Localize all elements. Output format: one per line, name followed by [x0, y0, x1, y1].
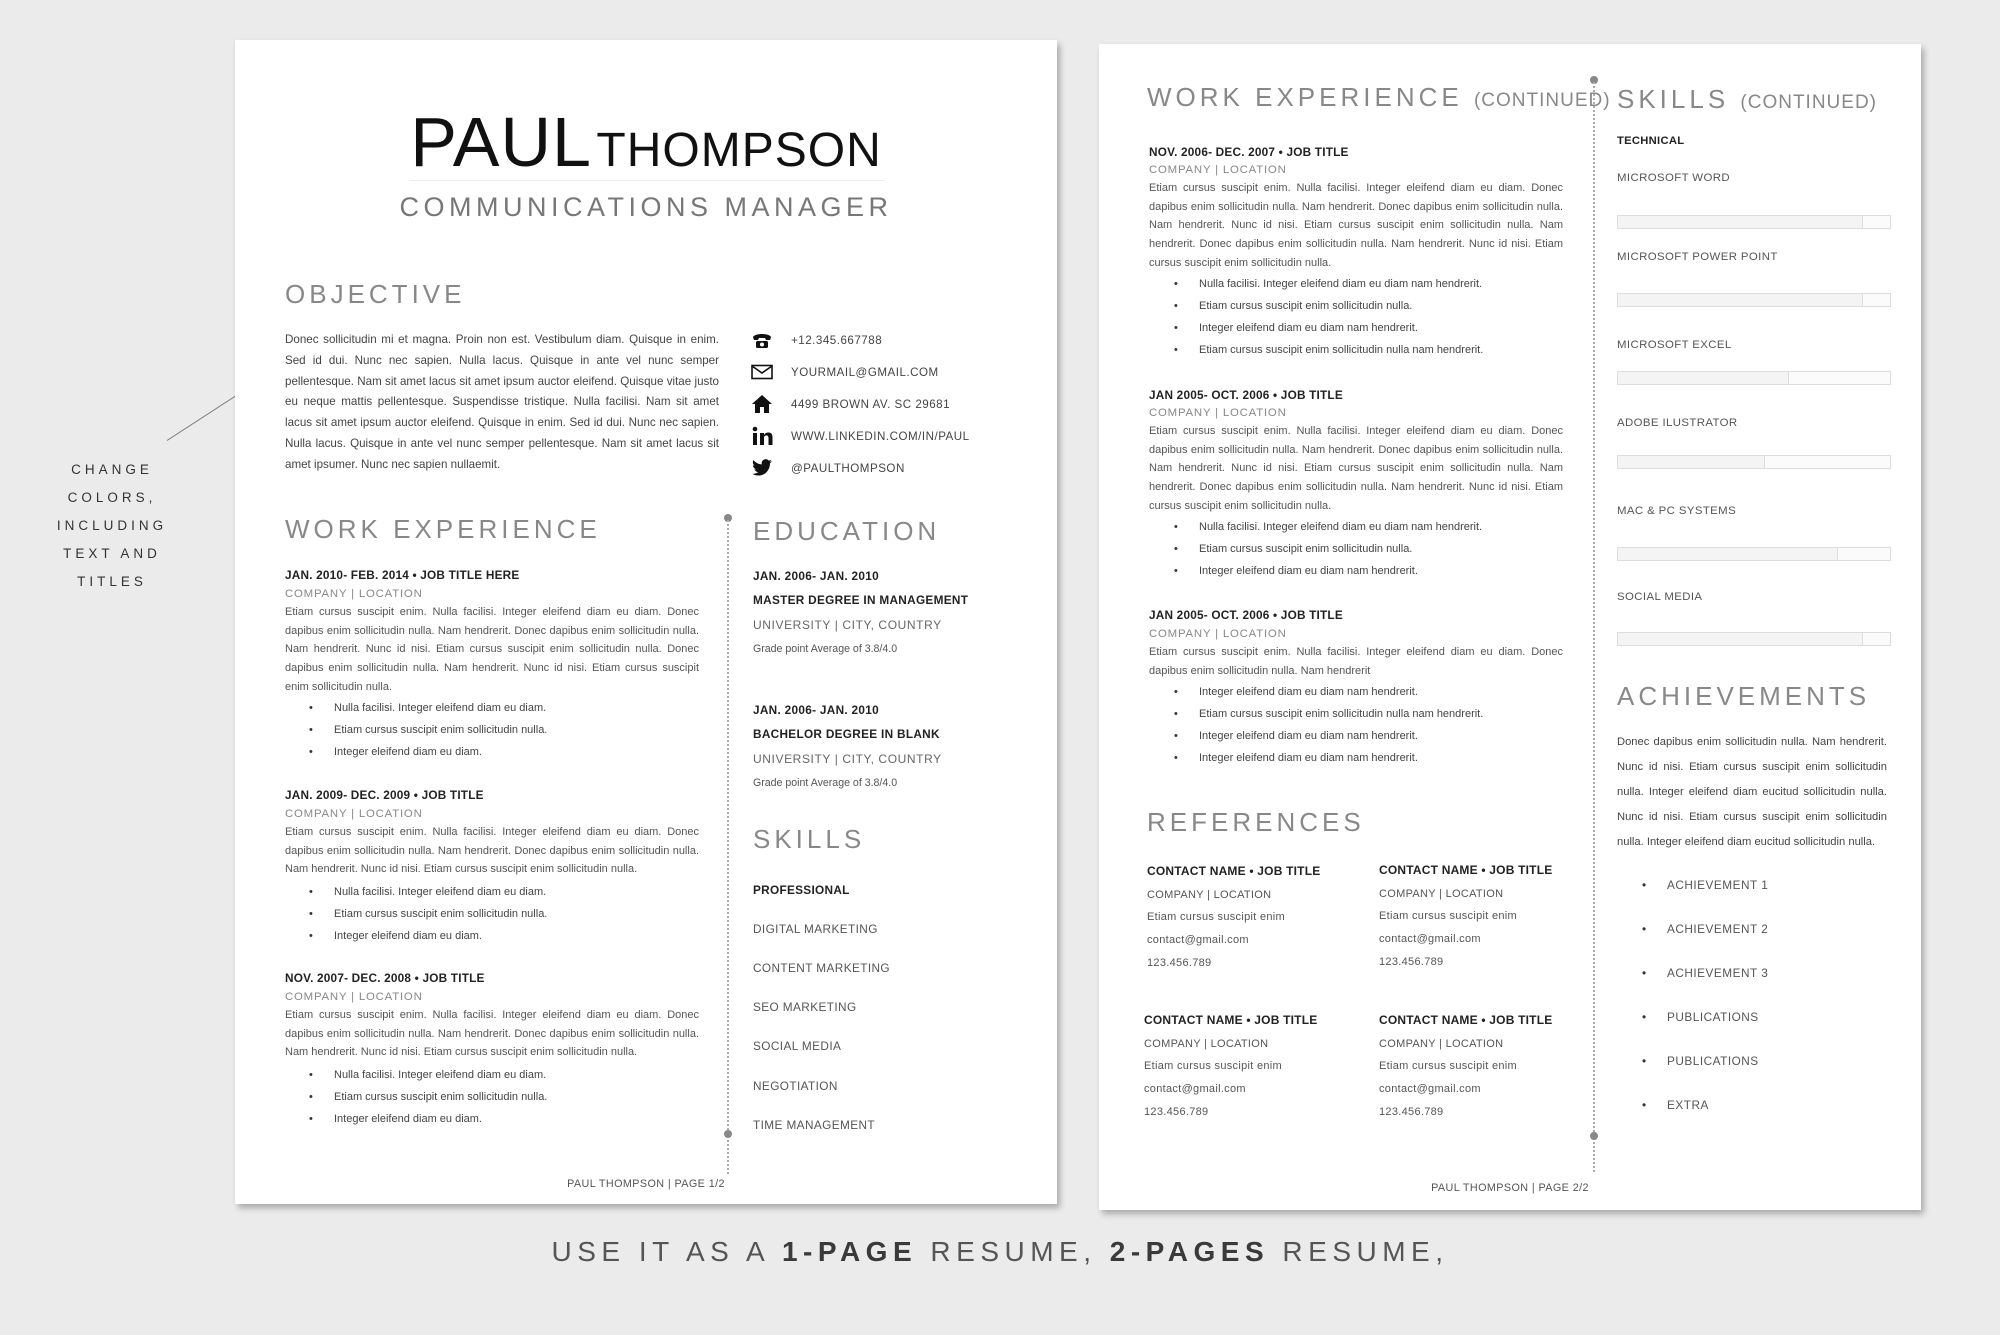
job-header: NOV. 2007- DEC. 2008 • JOB TITLE: [285, 971, 485, 985]
skill-item: DIGITAL MARKETING: [753, 922, 878, 936]
education-degree: BACHELOR DEGREE IN BLANK: [753, 727, 940, 741]
skill-label: ADOBE ILUSTRATOR: [1617, 417, 1738, 429]
name-divider: [410, 180, 885, 181]
skill-item: SEO MARKETING: [753, 1000, 857, 1014]
job-bullet: • Integer eleifend diam eu diam nam hendrerit.: [1199, 752, 1418, 764]
job-bullet: • Etiam cursus suscipit enim sollicitudin nulla.: [334, 724, 547, 736]
job-bullet: • Etiam cursus suscipit enim sollicitudin nulla nam hendrerit.: [1199, 344, 1483, 356]
job-bullet: • Etiam cursus suscipit enim sollicitudin nulla.: [1199, 543, 1412, 555]
job-bullet: • Etiam cursus suscipit enim sollicitudin nulla.: [334, 1091, 547, 1103]
reference-header: CONTACT NAME • JOB TITLE: [1147, 864, 1321, 878]
education-school: UNIVERSITY | CITY, COUNTRY: [753, 618, 942, 632]
skill-item: NEGOTIATION: [753, 1079, 838, 1093]
skill-item: SOCIAL MEDIA: [753, 1039, 842, 1053]
job-header: JAN. 2010- FEB. 2014 • JOB TITLE HERE: [285, 568, 520, 582]
skill-bar: [1617, 632, 1891, 646]
skills-subheading: TECHNICAL: [1617, 135, 1685, 147]
contact-email-text[interactable]: YOURMAIL@GMAIL.COM: [791, 365, 939, 379]
job-bullet: • Nulla facilisi. Integer eleifend diam eu diam.: [334, 886, 546, 898]
reference-desc: Etiam cursus suscipit enim: [1379, 910, 1518, 922]
column-divider-dot: [1590, 1132, 1598, 1140]
last-name: THOMPSON: [596, 124, 882, 177]
job-description: Etiam cursus suscipit enim. Nulla facilisi. Integer eleifend diam eu diam. Donec dapibus enim sollicitudin nulla. Nam hendrerit: [1149, 646, 1563, 677]
twitter-icon: [751, 457, 777, 479]
reference-desc: Etiam cursus suscipit enim: [1144, 1060, 1283, 1072]
reference-email[interactable]: contact@gmail.com: [1144, 1083, 1246, 1095]
skill-item: CONTENT MARKETING: [753, 961, 891, 975]
mail-icon: [751, 361, 777, 383]
reference-desc: Etiam cursus suscipit enim: [1379, 1060, 1518, 1072]
annotation-line-1: CHANGE: [71, 462, 153, 477]
contact-phone: [751, 324, 970, 356]
reference-phone: 123.456.789: [1379, 1106, 1444, 1118]
first-name: PAUL: [410, 103, 592, 181]
work-experience-heading: [1147, 82, 1611, 113]
education-gpa: Grade point Average of 3.8/4.0: [753, 643, 898, 655]
skill-bar: [1617, 293, 1891, 307]
job-bullet: • Integer eleifend diam eu diam.: [334, 1113, 482, 1125]
page-footer: PAUL THOMPSON | PAGE 1/2: [567, 1178, 725, 1190]
skills-heading: SKILLS: [753, 824, 866, 854]
annotation-line-3: INCLUDING: [56, 518, 168, 533]
work-experience-heading: WORK EXPERIENCE: [285, 514, 601, 544]
skill-label: MICROSOFT WORD: [1617, 172, 1730, 184]
skill-bar-fill: [1618, 372, 1789, 384]
achievement-item: • PUBLICATIONS: [1667, 1010, 1759, 1024]
reference-email[interactable]: contact@gmail.com: [1147, 934, 1249, 946]
achievement-item: • ACHIEVEMENT 1: [1667, 878, 1768, 892]
banner-text-1: USE IT AS A: [551, 1236, 782, 1267]
banner-bold-1: 1-PAGE: [781, 1236, 918, 1267]
job-header: NOV. 2006- DEC. 2007 • JOB TITLE: [1149, 145, 1349, 159]
job-description: Etiam cursus suscipit enim. Nulla facilisi. Integer eleifend diam eu diam. Donec dapibus enim sollicitudin nulla. Nam hendrerit. Donec dapibus enim sollicitudin nulla. Nam hendrerit. Nunc id nisi. Etiam cursus suscipit enim sollicitudin nulla.: [285, 1009, 699, 1059]
objective-heading: OBJECTIVE: [285, 279, 466, 309]
skill-bar-fill: [1618, 548, 1838, 560]
job-description: Etiam cursus suscipit enim. Nulla facilisi. Integer eleifend diam eu diam. Donec dapibus enim sollicitudin nulla. Nam hendrerit. Donec dapibus enim sollicitudin nulla. Nam hendrerit. Nunc id nisi. Etiam cursus suscipit enim sollicitudin nulla. Nam hendrerit. Donec dapibus enim sollicitudin nulla. Nam hendrerit. Nunc id nisi. Etiam cursus suscipit enim sollicitudin nulla.: [1149, 425, 1563, 512]
job-bullet: • Integer eleifend diam eu diam.: [334, 746, 482, 758]
job-company: COMPANY | LOCATION: [285, 991, 423, 1003]
work-heading-text: WORK EXPERIENCE: [1147, 82, 1463, 112]
resume-page-2: [1099, 44, 1921, 1210]
promo-banner: [0, 1236, 2000, 1268]
contact-linkedin: [751, 420, 970, 452]
linkedin-icon: [751, 425, 777, 447]
skills-subheading: PROFESSIONAL: [753, 883, 850, 897]
skills-continued-label: (CONTINUED): [1740, 92, 1878, 113]
reference-company: COMPANY | LOCATION: [1379, 888, 1504, 900]
annotation-line-5: TITLES: [77, 574, 147, 589]
reference-company: COMPANY | LOCATION: [1379, 1038, 1504, 1050]
job-bullet: • Etiam cursus suscipit enim sollicitudin nulla.: [1199, 300, 1412, 312]
contact-email: [751, 356, 970, 388]
annotation-line: [167, 394, 238, 441]
page-footer: PAUL THOMPSON | PAGE 2/2: [1431, 1182, 1589, 1194]
skills-heading-text: SKILLS: [1617, 84, 1730, 114]
reference-company: COMPANY | LOCATION: [1147, 889, 1272, 901]
skill-bar: [1617, 371, 1891, 385]
skill-bar-fill: [1618, 294, 1863, 306]
references-heading: REFERENCES: [1147, 807, 1365, 837]
job-bullet: • Integer eleifend diam eu diam nam hendrerit.: [1199, 322, 1418, 334]
reference-card: [1379, 863, 1552, 968]
reference-header: CONTACT NAME • JOB TITLE: [1379, 1013, 1553, 1027]
annotation-note: [50, 456, 174, 596]
job-bullet: • Integer eleifend diam eu diam.: [334, 930, 482, 942]
contact-list: [751, 324, 970, 484]
job-bullet: • Nulla facilisi. Integer eleifend diam eu diam nam hendrerit.: [1199, 278, 1482, 290]
reference-card: [1144, 1013, 1317, 1118]
achievement-item: • ACHIEVEMENT 3: [1667, 966, 1768, 980]
job-company: COMPANY | LOCATION: [1149, 407, 1287, 419]
job-description: Etiam cursus suscipit enim. Nulla facilisi. Integer eleifend diam eu diam. Donec dapibus enim sollicitudin nulla. Nam hendrerit. Donec dapibus enim sollicitudin nulla. Nam hendrerit. Nunc id nisi. Etiam cursus suscipit enim sollicitudin nulla.: [285, 826, 699, 876]
job-company: COMPANY | LOCATION: [285, 808, 423, 820]
banner-text-3: RESUME,: [1269, 1236, 1449, 1267]
skill-label: MICROSOFT EXCEL: [1617, 339, 1732, 351]
resume-page-1: [235, 40, 1057, 1204]
column-divider: [1593, 82, 1595, 1172]
reference-header: CONTACT NAME • JOB TITLE: [1144, 1013, 1318, 1027]
reference-header: CONTACT NAME • JOB TITLE: [1379, 863, 1553, 877]
education-gpa: Grade point Average of 3.8/4.0: [753, 777, 898, 789]
job-title: COMMUNICATIONS MANAGER: [399, 192, 893, 222]
skills-heading: [1617, 84, 1877, 115]
education-degree: MASTER DEGREE IN MANAGEMENT: [753, 593, 969, 607]
home-icon: [751, 393, 777, 415]
job-description: Etiam cursus suscipit enim. Nulla facilisi. Integer eleifend diam eu diam. Donec dapibus enim sollicitudin nulla. Nam hendrerit. Donec dapibus enim sollicitudin nulla. Nam hendrerit. Nunc id nisi. Etiam cursus suscipit enim sollicitudin nulla. Nam hendrerit. Donec dapibus enim sollicitudin nulla. Nam hendrerit. Nunc id nisi. Etiam cursus suscipit enim sollicitudin nulla.: [1149, 182, 1563, 269]
reference-phone: 123.456.789: [1147, 957, 1212, 969]
reference-email[interactable]: contact@gmail.com: [1379, 933, 1481, 945]
education-school: UNIVERSITY | CITY, COUNTRY: [753, 752, 942, 766]
reference-email[interactable]: contact@gmail.com: [1379, 1083, 1481, 1095]
job-company: COMPANY | LOCATION: [1149, 628, 1287, 640]
reference-card: [1147, 864, 1320, 969]
resume-name: [235, 102, 1057, 182]
job-description: Etiam cursus suscipit enim. Nulla facilisi. Integer eleifend diam eu diam. Donec dapibus enim sollicitudin nulla. Nam hendrerit. Donec dapibus enim sollicitudin nulla. Nam hendrerit. Nunc id nisi. Etiam cursus suscipit enim sollicitudin nulla. Donec dapibus enim sollicitudin nulla. Nam hendrerit. Nunc id nisi. Etiam cursus suscipit enim sollicitudin nulla.: [285, 606, 699, 693]
contact-twitter: [751, 452, 970, 484]
reference-card: [1379, 1013, 1552, 1118]
contact-address: [751, 388, 970, 420]
contact-address-text: 4499 BROWN AV. SC 29681: [791, 397, 951, 411]
work-continued-label: (CONTINUED): [1473, 90, 1611, 111]
job-company: COMPANY | LOCATION: [285, 588, 423, 600]
reference-company: COMPANY | LOCATION: [1144, 1038, 1269, 1050]
achievement-item: • EXTRA: [1667, 1098, 1709, 1112]
education-dates: JAN. 2006- JAN. 2010: [753, 569, 880, 583]
job-bullet: • Etiam cursus suscipit enim sollicitudin nulla.: [334, 908, 547, 920]
job-bullet: • Integer eleifend diam eu diam nam hendrerit.: [1199, 730, 1418, 742]
job-header: JAN 2005- OCT. 2006 • JOB TITLE: [1149, 388, 1343, 402]
job-bullet: • Integer eleifend diam eu diam nam hendrerit.: [1199, 686, 1418, 698]
skill-label: MAC & PC SYSTEMS: [1617, 505, 1737, 517]
skill-bar-fill: [1618, 633, 1863, 645]
job-bullet: • Nulla facilisi. Integer eleifend diam eu diam nam hendrerit.: [1199, 521, 1482, 533]
skill-label: SOCIAL MEDIA: [1617, 591, 1703, 603]
contact-linkedin-text[interactable]: WWW.LINKEDIN.COM/IN/PAUL: [791, 429, 970, 443]
skill-bar: [1617, 547, 1891, 561]
column-divider-dot: [724, 1130, 732, 1138]
reference-phone: 123.456.789: [1379, 956, 1444, 968]
job-bullet: • Etiam cursus suscipit enim sollicitudin nulla nam hendrerit.: [1199, 708, 1483, 720]
achievements-heading: ACHIEVEMENTS: [1617, 681, 1871, 711]
contact-phone-text: +12.345.667788: [791, 333, 883, 347]
skill-bar-fill: [1618, 216, 1863, 228]
job-header: JAN 2005- OCT. 2006 • JOB TITLE: [1149, 608, 1343, 622]
achievement-item: • ACHIEVEMENT 2: [1667, 922, 1768, 936]
reference-phone: 123.456.789: [1144, 1106, 1209, 1118]
objective-text: Donec sollicitudin mi et magna. Proin non est. Vestibulum diam. Quisque in enim. Sed id dui. Nunc nec sapien. Nulla lacus. Quisque in ante vel nunc semper pellentesque. Nam sit amet lacus sit amet ipsum auctor eleifend. Quisque vitae justo eu neque mattis pellentesque. Suspendisse tristique. Nulla facilisi. Nam sit amet lacus sit amet ipsum auctor eleifend. Quisque in enim. Sed id dui. Nunc nec sapien. Nulla lacus. Quisque in ante vel nunc semper pellentesque. Nam sit amet lacus sit amet ipsumer. Nunc nec sapien nullaemit.: [285, 333, 719, 471]
education-dates: JAN. 2006- JAN. 2010: [753, 703, 880, 717]
annotation-line-2: COLORS,: [67, 490, 157, 505]
banner-text-2: RESUME,: [917, 1236, 1110, 1267]
skill-label: MICROSOFT POWER POINT: [1617, 251, 1778, 263]
banner-bold-2: 2-PAGES: [1109, 1236, 1270, 1267]
skill-item: TIME MANAGEMENT: [753, 1118, 876, 1132]
column-divider: [727, 520, 729, 1174]
job-bullet: • Nulla facilisi. Integer eleifend diam eu diam.: [334, 1069, 546, 1081]
annotation-line-4: TEXT AND: [63, 546, 161, 561]
education-heading: EDUCATION: [753, 516, 941, 546]
job-bullet: • Integer eleifend diam eu diam nam hendrerit.: [1199, 565, 1418, 577]
skill-bar-fill: [1618, 456, 1765, 468]
achievement-item: • PUBLICATIONS: [1667, 1054, 1759, 1068]
phone-icon: [751, 329, 777, 351]
reference-desc: Etiam cursus suscipit enim: [1147, 911, 1286, 923]
job-bullet: • Nulla facilisi. Integer eleifend diam eu diam.: [334, 702, 546, 714]
job-header: JAN. 2009- DEC. 2009 • JOB TITLE: [285, 788, 484, 802]
skill-bar: [1617, 455, 1891, 469]
job-company: COMPANY | LOCATION: [1149, 164, 1287, 176]
achievements-text: Donec dapibus enim sollicitudin nulla. Nam hendrerit. Nunc id nisi. Etiam cursus suscipit enim sollicitudin nulla. Integer eleifend diam eucitud sollicitudin nulla. Nunc id nisi. Etiam cursus suscipit enim sollicitudin nulla. Integer eleifend diam eucitud sollicitudin nulla.: [1617, 736, 1887, 848]
contact-twitter-text[interactable]: @PAULTHOMPSON: [791, 461, 905, 475]
skill-bar: [1617, 215, 1891, 229]
